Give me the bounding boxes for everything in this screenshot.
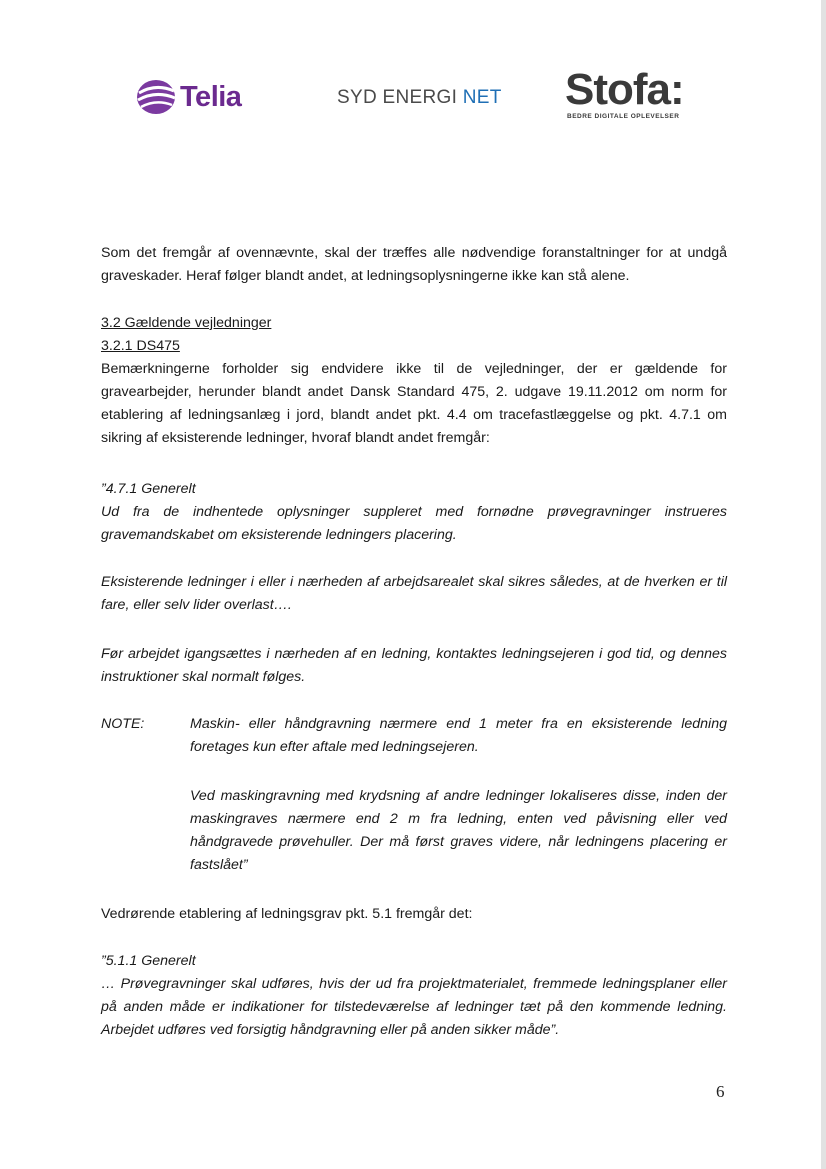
paragraph-ds475: Bemærkningerne forholder sig endvidere ikke til de vejledninger, der er gældende for gravearbejder, herunder blandt andet Dansk Standard 475, 2. udgave 19.11.2012 om norm for etablering af ledningsanlæg i jord, blandt andet pkt. 4.4 om tracefastlæggelse og pkt. 4.7.1 om sikring af eksisterende ledninger, hvoraf blandt andet fremgår: <box>101 361 727 446</box>
stofa-tagline: BEDRE DIGITALE OPLEVELSER <box>567 113 680 120</box>
telia-logo <box>134 72 264 122</box>
note-label: NOTE: <box>101 716 145 732</box>
note-paragraph-2: Ved maskingravning med krydsning af andre ledninger lokaliseres disse, inden der maskingraves nærmere end 2 m fra ledning, enten ved påvisning eller ved håndgravede prøvehuller. Der må først graves videre, når ledningens placering er fastslået” <box>190 788 727 873</box>
telia-pebble-icon <box>134 75 178 119</box>
heading-3-2: 3.2 Gældende vejledninger <box>101 315 272 331</box>
net-wordmark: NET <box>457 87 502 108</box>
quote-4-7-1-title: ”4.7.1 Generelt <box>101 481 196 497</box>
telia-wordmark: Telia <box>180 80 242 113</box>
heading-3-2-1: 3.2.1 DS475 <box>101 338 180 354</box>
quote-5-1-1-paragraph: … Prøvegravninger skal udføres, hvis der ud fra projektmaterialet, fremmede ledningsplaner eller på anden måde er indikationer for tilstedeværelse af ledninger tæt på den kommende ledning. Arbejdet udføres ved forsigtig håndgravning eller på anden sikker måde”. <box>101 976 727 1038</box>
page-edge <box>821 0 826 1169</box>
quote-5-1-1-title: ”5.1.1 Generelt <box>101 953 196 969</box>
paragraph-ledningsgrav: Vedrørende etablering af ledningsgrav pkt. 5.1 fremgår det: <box>101 906 473 922</box>
quote-4-7-1-paragraph-3: Før arbejdet igangsættes i nærheden af en ledning, kontaktes ledningsejeren i god tid, og dennes instruktioner skal normalt følges. <box>101 646 727 685</box>
energi-wordmark: ENERGI <box>376 87 458 108</box>
note-paragraph-1: Maskin- eller håndgravning nærmere end 1 meter fra en eksisterende ledning foretages kun efter aftale med ledningsejeren. <box>190 716 727 755</box>
stofa-wordmark: Stofa: <box>565 65 684 114</box>
quote-4-7-1-paragraph-1: Ud fra de indhentede oplysninger suppleret med fornødne prøvegravninger instrueres gravemandskabet om eksisterende ledningers placering. <box>101 504 727 543</box>
stofa-logo <box>565 65 695 120</box>
paragraph-intro: Som det fremgår af ovennævnte, skal der træffes alle nødvendige foranstaltninger for at undgå graveskader. Heraf følger blandt andet, at ledningsoplysningerne ikke kan stå alene. <box>101 245 727 284</box>
syd-wordmark: SYD <box>337 87 377 108</box>
page-number: 6 <box>716 1082 725 1101</box>
quote-4-7-1-paragraph-2: Eksisterende ledninger i eller i nærheden af arbejdsarealet skal sikres således, at de hverken er til fare, eller selv lider overlast…. <box>101 574 727 613</box>
header-logos <box>0 65 826 138</box>
syd-energi-net-logo <box>337 87 502 109</box>
